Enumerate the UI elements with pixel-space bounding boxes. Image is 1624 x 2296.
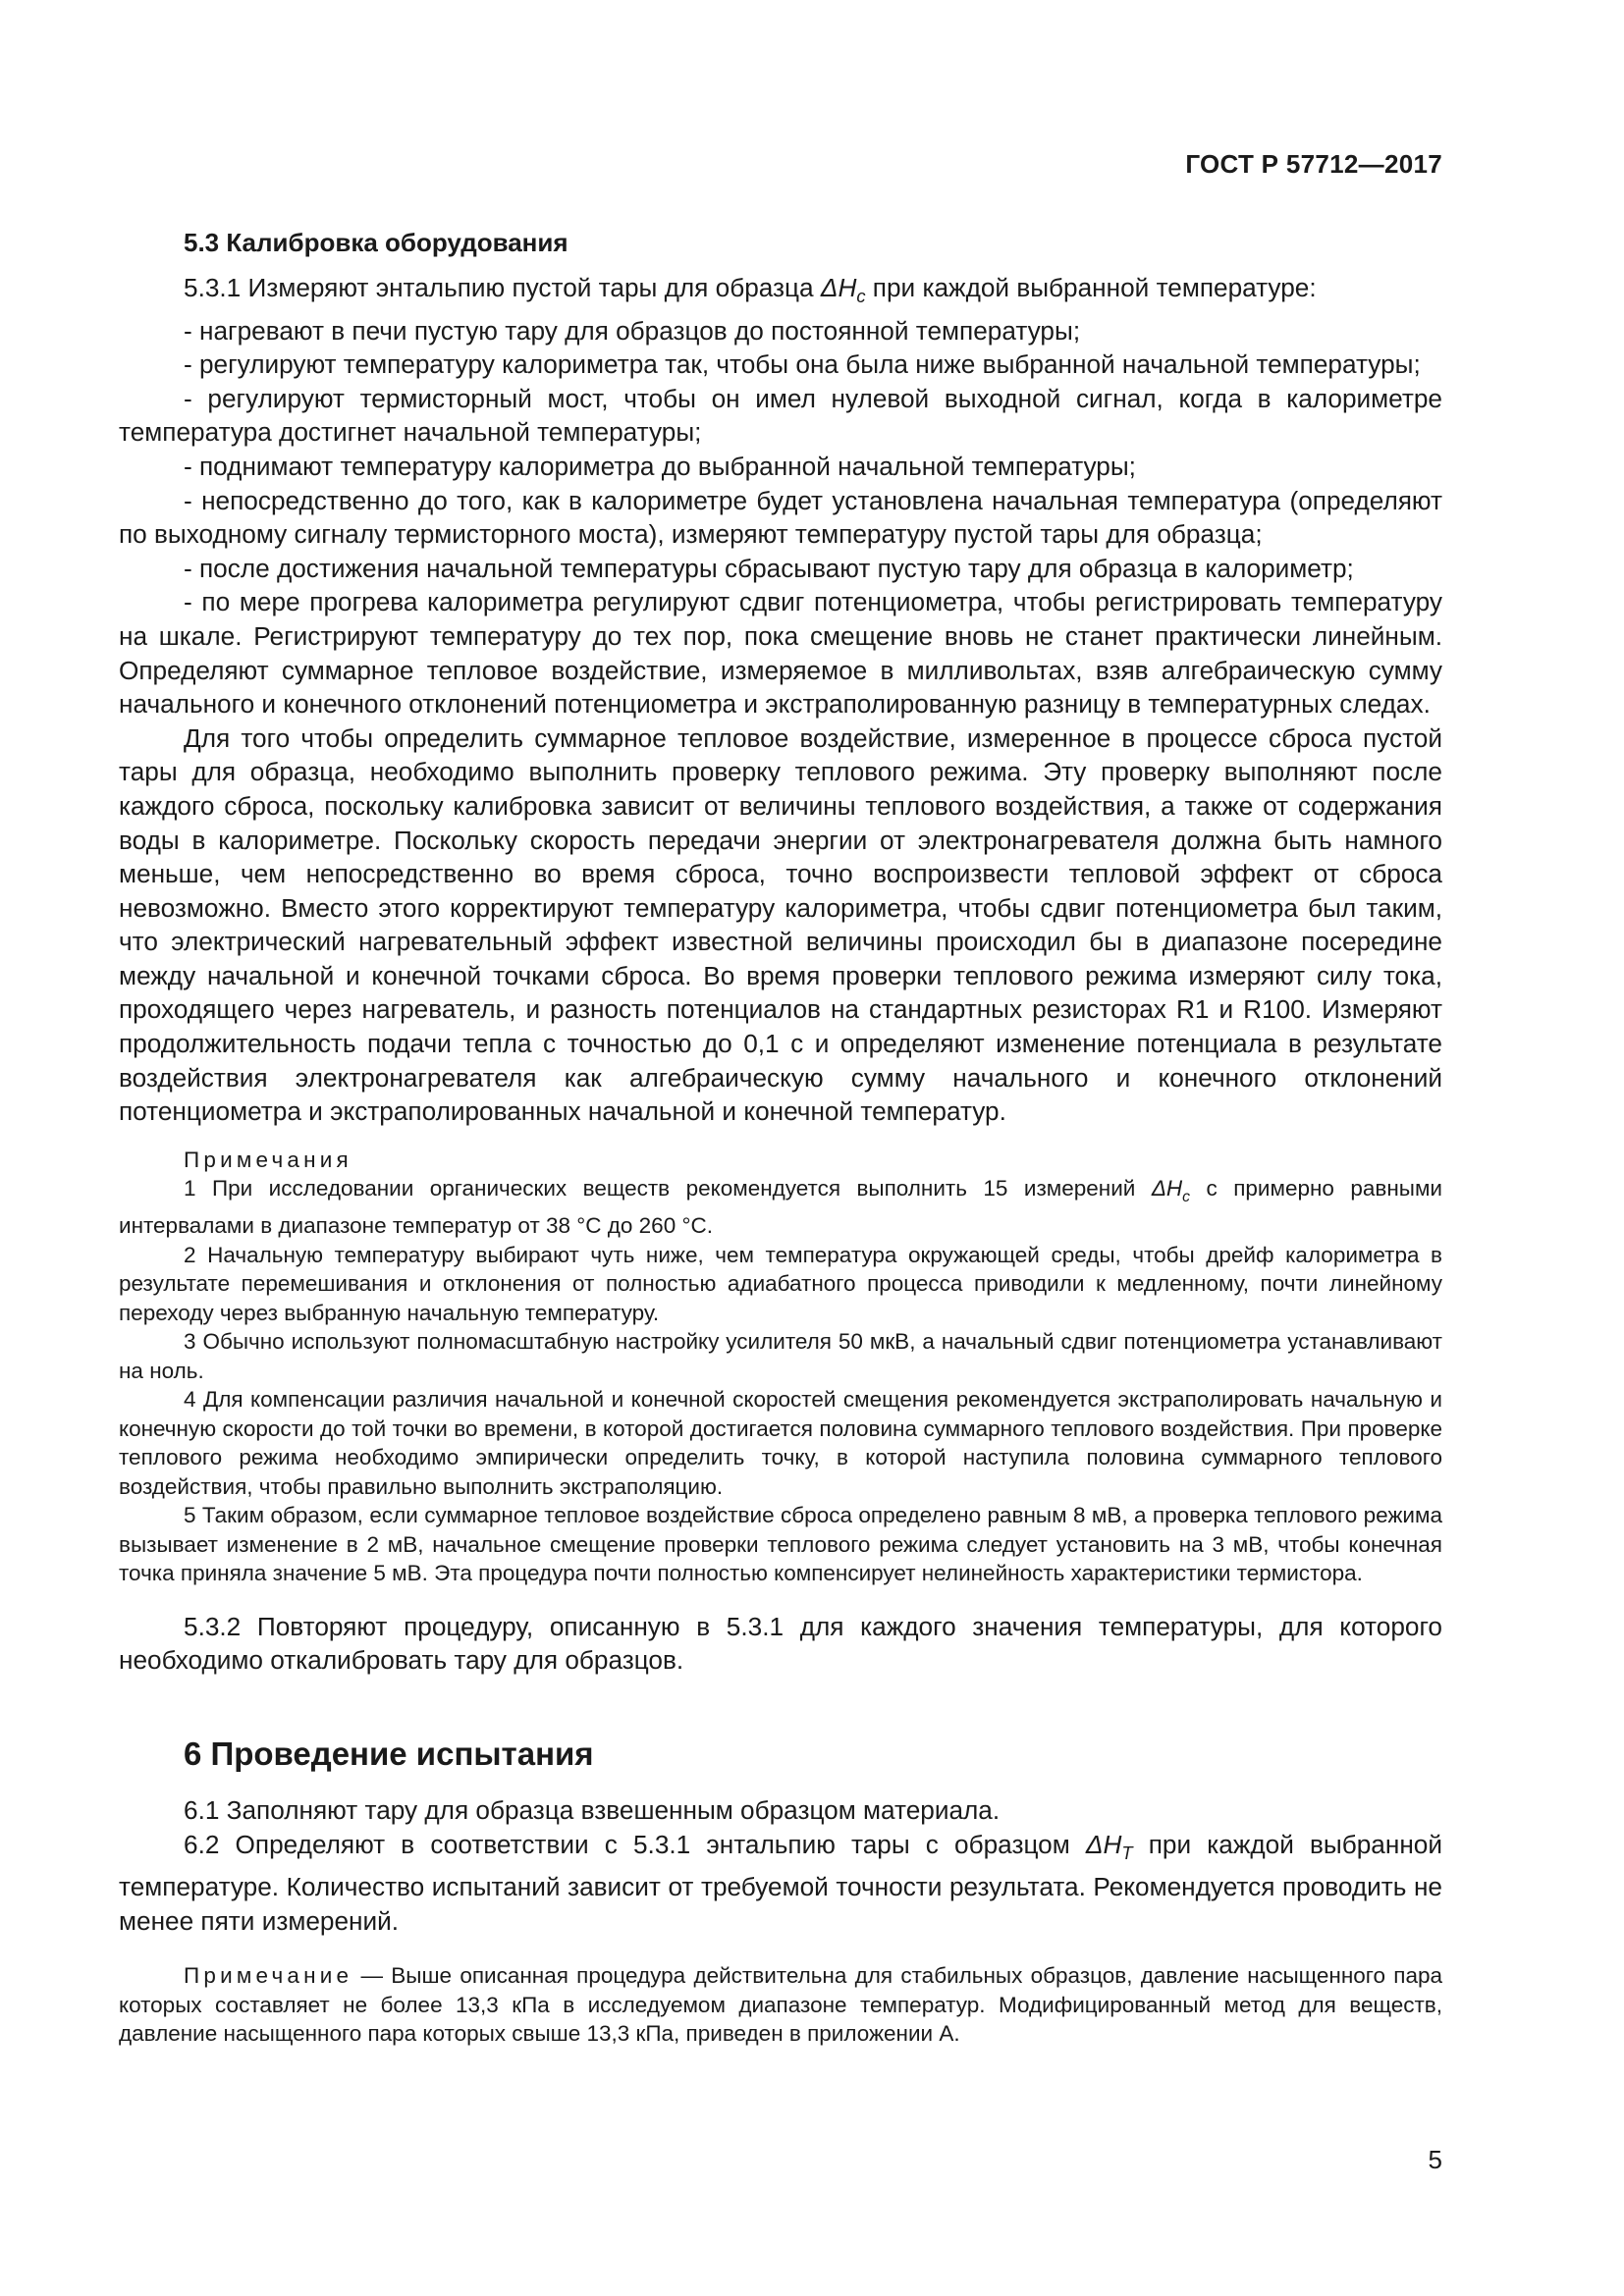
list-item: - поднимают температуру калориметра до выбранной начальной температуры;: [184, 451, 1136, 481]
section-5-3-heading: 5.3 Калибровка оборудования: [184, 228, 568, 257]
section-6-note: [119, 1961, 1442, 2049]
paragraph-6-2-text-b: при каждой выбранной температуре. Количество испытаний зависит от требуемой точности результата. Рекомендуется проводить не менее пяти измерений.: [119, 1829, 1442, 1936]
delta-h-t-subscript: T: [1121, 1842, 1133, 1863]
note-5: 5 Таким образом, если суммарное тепловое воздействие сброса определено равным 8 мВ, а проверка теплового режима вызывает изменение в 2 мВ, начальное смещение проверки теплового режима следует установить на 3 мВ, чтобы конечная точка приняла значение 5 мВ. Эта процедура почти полностью компенсирует нелинейность характеристики термистора.: [119, 1503, 1442, 1586]
paragraph-5-3-1: [119, 271, 1442, 314]
delta-h-symbol: ΔH: [820, 273, 857, 302]
paragraph-thermal-check: Для того чтобы определить суммарное тепловое воздействие, измеренное в процессе сброса пустой тары для образца, необходимо выполнить проверку теплового режима. Эту проверку выполняют после каждого сброса, поскольку калибровка зависит от величины теплового воздействия, а также от содержания воды в калориметре. Поскольку скорость передачи энергии от электронагревателя должна быть намного меньше, чем непосредственно во время сброса, точно воспроизвести тепловой эффект от сброса невозможно. Вместо этого корректируют температуру калориметра, чтобы сдвиг потенциометра был таким, что электрический нагревательный эффект известной величины происходил бы в диапазоне посередине между начальной и конечной точками сброса. Во время проверки теплового режима измеряют силу тока, проходящего через нагреватель, и разность потенциалов на стандартных резисторах R1 и R100. Измеряют продолжительность подачи тепла с точностью до 0,1 с и определяют изменение потенциала в результате воздействия электронагревателя как алгебраическую сумму начального и конечного отклонений потенциометра и экстраполированных начальной и конечной температур.: [119, 722, 1442, 1127]
note-2: 2 Начальную температуру выбирают чуть ниже, чем температура окружающей среды, чтобы дрейф калориметра в результате перемешивания и отклонения от полностью адиабатного процесса приводили к медленному, почти линейному переходу через выбранную начальную температуру.: [119, 1242, 1442, 1325]
delta-h-subscript: c: [856, 286, 866, 306]
list-item: - регулируют термисторный мост, чтобы он имел нулевой выходной сигнал, когда в калориметре температура достигнет начальной температуры;: [119, 383, 1442, 448]
paragraph-6-2: [119, 1828, 1442, 1939]
paragraph-5-3-1-text-b: при каждой выбранной температуре:: [865, 273, 1317, 302]
paragraph-6-2-text-a: 6.2 Определяют в соответствии с 5.3.1 энтальпию тары с образцом: [184, 1829, 1086, 1859]
list-item: - регулируют температуру калориметра так, чтобы она была ниже выбранной начальной температуры;: [184, 349, 1421, 380]
note-1-text-a: 1 При исследовании органических веществ рекомендуется выполнить 15 измерений: [184, 1175, 1152, 1201]
paragraph-5-3-2: 5.3.2 Повторяют процедуру, описанную в 5.3.1 для каждого значения температуры, для которого необходимо откалибровать тару для образцов.: [119, 1611, 1442, 1676]
note-1-text-b: с примерно равными интервалами в диапазоне температур от 38 °C до 260 °C.: [119, 1175, 1442, 1239]
list-item: - по мере прогрева калориметра регулируют сдвиг потенциометра, чтобы регистрировать температуру на шкале. Регистрируют температуру до тех пор, пока смещение вновь не станет практически линейным. Определяют суммарное тепловое воздействие, измеряемое в милливольтах, взяв алгебраическую сумму начального и конечного отклонений потенциометра и экстраполированную разницу в температурных следах.: [119, 587, 1442, 720]
list-item: - после достижения начальной температуры сбрасывают пустую тару для образца в калориметр;: [184, 553, 1354, 583]
page-number: 5: [1428, 2145, 1442, 2174]
section-6-heading: 6 Проведение испытания: [184, 1735, 594, 1773]
notes-heading: Примечания: [184, 1147, 352, 1172]
page-content: [119, 226, 1442, 2049]
note-1-delta-h-subscript: c: [1182, 1188, 1191, 1205]
section-6-note-text: — Выше описанная процедура действительна для стабильных образцов, давление насыщенного пара которых составляет не более 13,3 кПа в исследуемом диапазоне температур. Модифицированный метод для веществ, давление насыщенного пара которых свыше 13,3 кПа, приведен в приложении А.: [119, 1963, 1442, 2047]
note-1-delta-h-symbol: ΔH: [1151, 1175, 1183, 1201]
list-item: - нагревают в печи пустую тару для образцов до постоянной температуры;: [184, 315, 1081, 346]
section-6-note-label: Примечание: [184, 1963, 353, 1989]
delta-h-t-symbol: ΔH: [1085, 1829, 1122, 1859]
paragraph-6-1: 6.1 Заполняют тару для образца взвешенным образцом материала.: [184, 1795, 1001, 1826]
list-item: - непосредственно до того, как в калориметре будет установлена начальная температура (определяют по выходному сигналу термисторного моста), измеряют температуру пустой тары для образца;: [119, 485, 1442, 550]
note-1: [119, 1174, 1442, 1241]
note-4: 4 Для компенсации различия начальной и конечной скоростей смещения рекомендуется экстраполировать начальную и конечную скорости до той точки во времени, в которой достигается половина суммарного теплового воздействия. При проверке теплового режима необходимо эмпирически определить точку, в которой наступила половина суммарного теплового воздействия, чтобы правильно выполнить экстраполяцию.: [119, 1387, 1442, 1499]
note-3: 3 Обычно используют полномасштабную настройку усилителя 50 мкВ, а начальный сдвиг потенциометра устанавливают на ноль.: [119, 1329, 1442, 1383]
paragraph-5-3-1-text-a: 5.3.1 Измеряют энтальпию пустой тары для образца: [184, 273, 821, 302]
document-code: ГОСТ Р 57712—2017: [1185, 149, 1442, 179]
